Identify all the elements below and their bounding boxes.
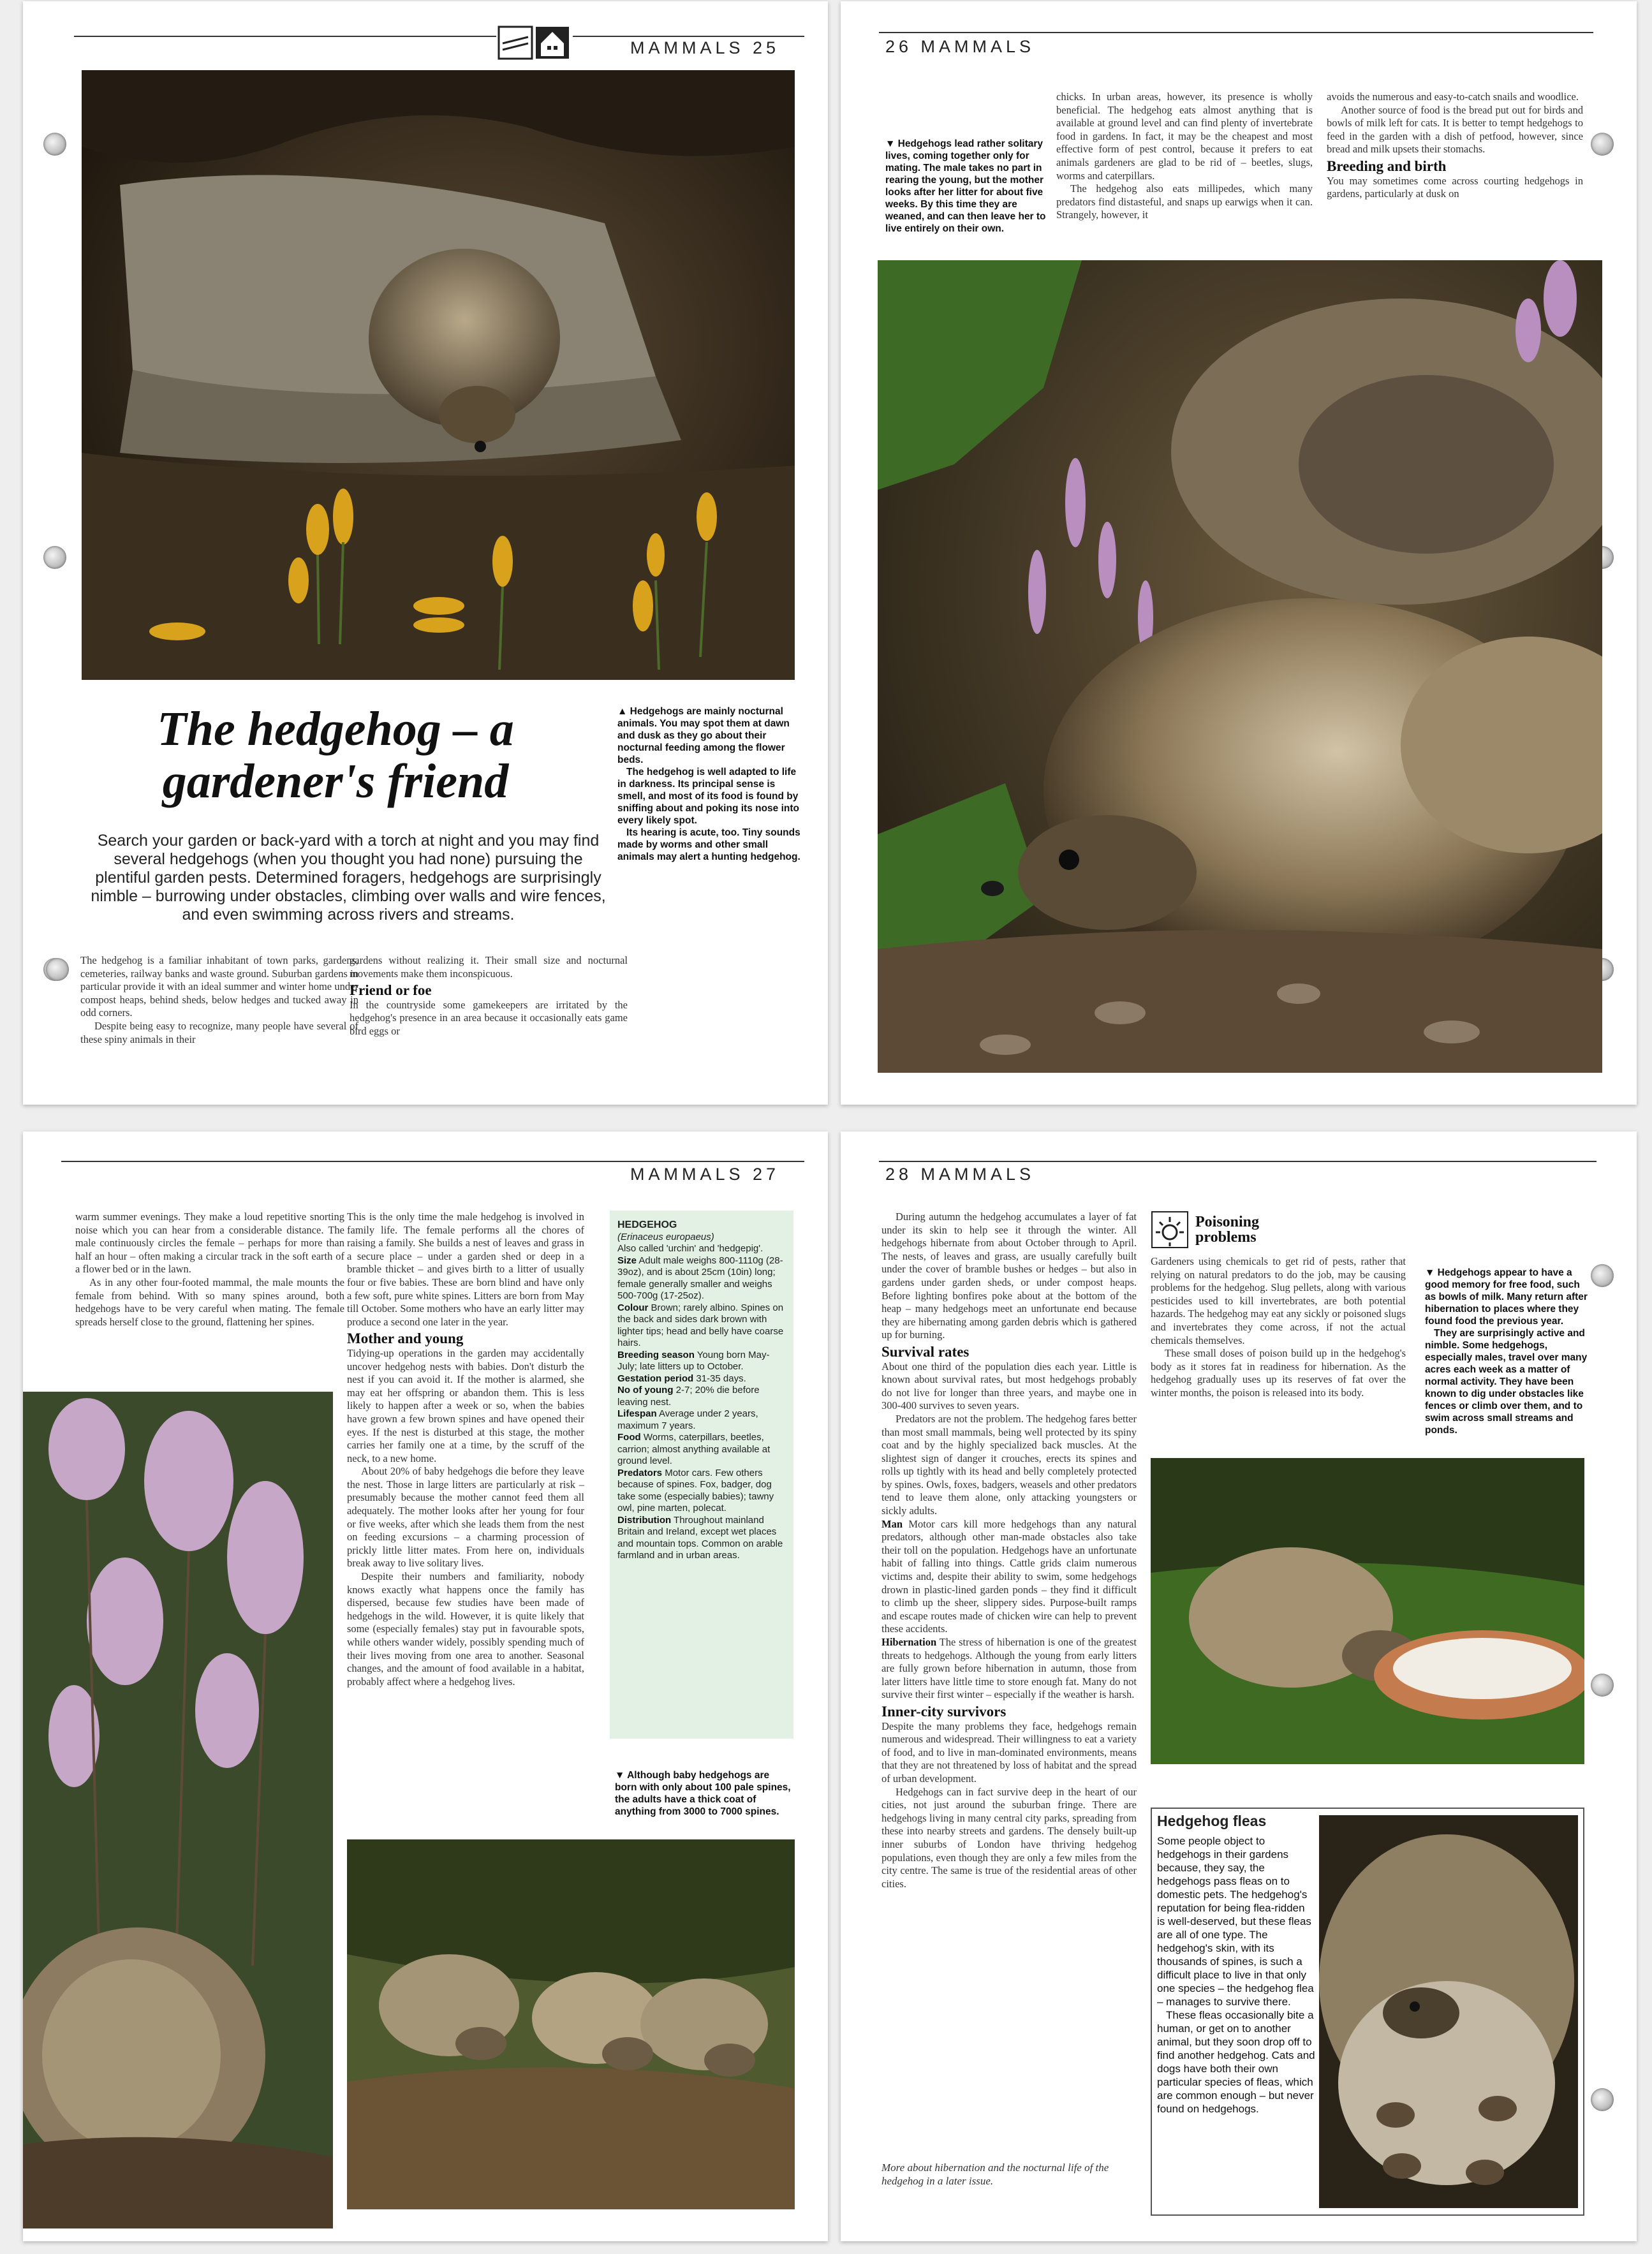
- binder-hole: [43, 546, 66, 569]
- species-factbox: [610, 1211, 793, 1739]
- body-column-1: [881, 1211, 1137, 1890]
- header-rule: [879, 32, 1593, 33]
- binder-hole: [1591, 2088, 1614, 2111]
- section-heading: Friend or foe: [350, 982, 432, 999]
- inline-label: Hibernation: [881, 1636, 937, 1648]
- body-column-2: [1327, 91, 1583, 201]
- factbox-row-label: Size: [617, 1255, 637, 1266]
- factbox-row: [617, 1302, 786, 1350]
- fleas-text: [1157, 1834, 1315, 2116]
- body-para: Despite being easy to recognize, many people have several of these spiny animals in their: [80, 1019, 358, 1045]
- factbox-row: [617, 1373, 786, 1385]
- sun-poison-icon: [1151, 1211, 1189, 1249]
- body-para: Despite their numbers and familiarity, nobody knows exactly what happens once the family has dispersed, because few studies have been made of hedgehogs in the wild. However, it is quite likely that some (especially females) stay put in favourable spots, while others wander widely, possibly spending much of their lives moving from one area to another. Seasonal changes, and the amount of food available in a habitat, probably affect where a hedgehog lives.: [347, 1570, 584, 1688]
- hedgehog-fleas-box: [1151, 1808, 1584, 2216]
- baby-hedgehogs-photo: [347, 1839, 795, 2209]
- factbox-row-label: Food: [617, 1432, 641, 1443]
- binder-hole: [1591, 133, 1614, 156]
- caption-para: ▲ Hedgehogs are mainly nocturnal animals. You may spot them at dawn and dusk as they go about their nocturnal feeding among the flower beds.: [617, 706, 790, 765]
- photo-caption: ▼ Hedgehogs lead rather solitary lives, coming together only for mating. The male takes no part in rearing the young, but the mother looks after her litter for about five weeks. By this time they are weaned, and can then leave her to live entirely on their own.: [885, 138, 1046, 234]
- factbox-row-label: Distribution: [617, 1514, 672, 1526]
- section-heading: Mother and young: [347, 1330, 464, 1347]
- body-para: You may sometimes come across courting hedgehogs in gardens, particularly at dusk on: [1327, 174, 1583, 200]
- page-header: 26 MAMMALS: [885, 37, 1035, 56]
- body-para: Hedgehogs can in fact survive deep in the heart of our cities, not just around the suburban fringe. There are hedgehogs living in many central city parks, spreading from these into nearby streets and gardens. The densely built-up inner suburbs of London have thriving hedgehog populations, even though they are only a few miles from the city centre. The same is true of the residential areas of other cities.: [881, 1785, 1137, 1890]
- section-heading: Breeding and birth: [1327, 158, 1447, 174]
- factbox-row-value: Young born May-July; late litters up to October.: [617, 1349, 770, 1372]
- curled-hedgehog-photo: [1319, 1815, 1578, 2208]
- caption-para: Its hearing is acute, too. Tiny sounds made by worms and other small animals may alert a hunting hedgehog.: [617, 827, 800, 862]
- factbox-row-label: Predators: [617, 1467, 663, 1478]
- binder-hole: [1591, 1674, 1614, 1697]
- factbox-row-value: 31-35 days.: [693, 1373, 746, 1384]
- body-column-1: [1056, 91, 1313, 222]
- body-para: Gardeners using chemicals to get rid of pests, rather that relying on natural predators to do the job, may be causing problems for the hedgehog. Slug pellets, along with various pesticides used to kill invertebrates, are both potential hazards. The hedgehog may eat any sickly or poisoned slugs and invertebrates they come across, if not the actual chemicals themselves.: [1151, 1255, 1406, 1346]
- binder-hole: [43, 133, 66, 156]
- factbox-row-label: Lifespan: [617, 1408, 657, 1419]
- body-para: warm summer evenings. They make a loud repetitive snorting noise which you can hear from a considerable distance. The male continuously circles the female – perhaps for more than half an hour – often making a circular track in the soft earth of a flower bed or in the lawn.: [75, 1211, 344, 1276]
- body-para: avoids the numerous and easy-to-catch snails and woodlice.: [1327, 91, 1579, 103]
- factbox-row: [617, 1468, 786, 1515]
- header-rule: [74, 36, 804, 37]
- hedgehog-heather-photo: [878, 260, 1602, 1073]
- poison-heading: Poisoning problems: [1195, 1214, 1260, 1246]
- factbox-row: [617, 1350, 786, 1373]
- intro-text: Search your garden or back-yard with a torch at night and you may find several hedgehogs (when you thought you had none) pursuing the plentiful garden pests. Determined foragers, hedgehogs are surprisingly nimble – burrowing under obstacles, climbing over walls and wire fences, and even swimming across rivers and streams.: [91, 832, 606, 924]
- factbox-row: [617, 1432, 786, 1468]
- hedgehog-milk-bowl-photo: [1151, 1458, 1584, 1764]
- body-para: Another source of food is the bread put out for birds and bowls of milk left for cats. It is better to tempt hedgehogs to feed in the garden with a dish of petfood, however, since bread and milk upsets their stomachs.: [1327, 103, 1583, 156]
- section-heading: Survival rates: [881, 1343, 970, 1360]
- caption-para: They are surprisingly active and nimble. Some hedgehogs, especially males, travel over many acres each week as a matter of normal activity. They have been known to dig under obstacles like fences or climb over them, and to swim across small streams and ponds.: [1425, 1328, 1588, 1436]
- binder-hole: [46, 958, 69, 981]
- caption-para: The hedgehog is well adapted to life in darkness. Its principal sense is smell, and most of its food is found by sniffing about and poking its nose into every likely spot.: [617, 767, 800, 826]
- fleas-para: These fleas occasionally bite a human, or get on to another animal, but they soon drop off to find another hedgehog. Cats and dogs have both their own particular species of fleas, which are common enough – but never found on hedgehogs.: [1157, 2009, 1315, 2115]
- header-rule: [61, 1161, 804, 1162]
- body-para: These small doses of poison build up in the hedgehog's body as it stores fat in readiness for hibernation. As the hedgehog gradually uses up its reserves of fat over the winter months, the poison is released into its body.: [1151, 1347, 1406, 1399]
- more-info-note: More about hibernation and the nocturnal life of the hedgehog in a later issue.: [881, 2162, 1109, 2187]
- body-text: The stress of hibernation is one of the greatest threats to hedgehogs. Although the young from early litters are fully grown before hibernation in autumn, those from later litters have little time to store enough fat. Many do not survive their first winter – especially if the weather is harsh.: [881, 1636, 1137, 1701]
- page-header: 28 MAMMALS: [885, 1165, 1035, 1184]
- binder-hole: [1591, 1264, 1614, 1287]
- body-para: This is the only time the male hedgehog is involved in family life. The female performs all the chores of raising a family. She builds a nest of leaves and grass in a secure place – under a garden shed or deep in a bramble thicket – and gives birth to a litter of usually four or five babies. These are born blind and have only a few soft, pure white spines. Litters are born from May till October. Some mothers who have an early litter may produce a second one later in the year.: [347, 1211, 584, 1328]
- page-26: [841, 1, 1637, 1105]
- page-25: [23, 1, 828, 1105]
- factbox-row-value: Motor cars. Few others because of spines. Fox, badger, dog take some (especially babies); tawny owl, pine marten, polecat.: [617, 1467, 774, 1514]
- factbox-row-value: Average under 2 years, maximum 7 years.: [617, 1408, 758, 1431]
- factbox-row-value: Adult male weighs 800-1110g (28-39oz), and is about 25cm (10in) long; female generally smaller and weighs 500-700g (17-25oz).: [617, 1255, 783, 1301]
- body-para: As in any other four-footed mammal, the male mounts the female from behind. With so many spines around, both hedgehogs have to be very careful when mating. The female spreads herself close to the ground, flattening her spines.: [75, 1276, 344, 1328]
- body-para: gardens without realizing it. Their small size and nocturnal movements make them inconspicuous.: [350, 954, 628, 980]
- photo-caption: ▼ Although baby hedgehogs are born with only about 100 pale spines, the adults have a thick coat of anything from 3000 to 7000 spines.: [615, 1770, 791, 1817]
- body-column-1: [75, 1211, 344, 1329]
- body-para: Predators are not the problem. The hedgehog fares better than most small mammals, being well protected by its spiny coat and by the highly specialized back muscles. At the slightest sign of danger it crouches, erects its spines and rolls up tightly with its head and belly completely protected by spines. Owls, foxes, badgers, weasels and other predators tend to leave them alone, only attacking youngsters or sickly adults.: [881, 1412, 1137, 1517]
- section-heading: Inner-city survivors: [881, 1703, 1007, 1720]
- factbox-row: [617, 1385, 786, 1408]
- factbox-row-value: Throughout mainland Britain and Ireland, except wet places and mountain tops. Common on arable farmland and in urban areas.: [617, 1514, 783, 1561]
- factbox-row: [617, 1408, 786, 1432]
- body-column-2: [1151, 1255, 1406, 1400]
- caption-para: ▼ Hedgehogs appear to have a good memory for free food, such as bowls of milk. Many return after hibernation to places where they found food the previous year.: [1425, 1267, 1588, 1327]
- factbox-row: [617, 1515, 786, 1562]
- body-para: The hedgehog is a familiar inhabitant of town parks, gardens, cemeteries, railway banks and waste ground. Suburban gardens in particular provide it with an ideal summer and winter home under compost heaps, behind sheds, below hedges and tucked away in odd corners.: [80, 954, 358, 1019]
- page-header: MAMMALS 25: [630, 38, 780, 57]
- fleas-para: Some people object to hedgehogs in their gardens because, they say, the hedgehogs pass fleas on to domestic pets. The hedgehog's reputation for being flea-ridden is well-deserved, but these fleas are all of one type. The hedgehog's skin, with its thousands of spines, is such a difficult place to live in that only one species – the hedgehog flea – manages to survive there.: [1157, 1835, 1314, 2008]
- body-column-2: [350, 954, 628, 1038]
- factbox-row-value: Worms, caterpillars, beetles, carrion; almost anything available at ground level.: [617, 1432, 771, 1466]
- page-28: [841, 1131, 1637, 2241]
- hedgehog-garden-photo: [82, 70, 795, 680]
- photo-caption: [617, 705, 802, 863]
- page-header: MAMMALS 27: [630, 1165, 780, 1184]
- factbox-row-value: 2-7; 20% die before leaving nest.: [617, 1385, 760, 1408]
- body-para: About one third of the population dies each year. Little is known about survival rates, but most hedgehogs probably do not live for longer than three years, and maybe one in 300-400 survives to seven years.: [881, 1360, 1137, 1412]
- factbox-title: HEDGEHOG: [617, 1219, 677, 1230]
- photo-caption: [1425, 1267, 1589, 1436]
- factbox-row: [617, 1255, 786, 1302]
- hedgehog-heather-photo-left: [23, 1392, 333, 2228]
- body-column-2: [347, 1211, 584, 1688]
- factbox-row-label: Colour: [617, 1302, 649, 1313]
- body-para: Tidying-up operations in the garden may accidentally uncover hedgehog nests with babies. Don't disturb the nest if you can avoid it. If the mother is alarmed, she may eat her offspring or abandon them. This is less likely to happen after a week or so, when the babies have grown a few brown spines and have opened their eyes. If the nest is disturbed at this stage, the mother carries her family one at a time, by the scruff of the neck, to a new home.: [347, 1346, 584, 1464]
- factbox-row-label: Gestation period: [617, 1373, 694, 1384]
- body-para: The hedgehog also eats millipedes, which many predators find distasteful, and snaps up earwigs when it can. Strangely, however, it: [1056, 182, 1313, 221]
- fleas-heading: Hedgehog fleas: [1157, 1813, 1267, 1829]
- factbox-row-label: No of young: [617, 1385, 674, 1396]
- factbox-row-value: Brown; rarely albino. Spines on the back and sides dark brown with lighter tips; head and belly have coarse hairs.: [617, 1302, 784, 1348]
- body-para: chicks. In urban areas, however, its presence is wholly beneficial. The hedgehog eats almost anything that is available at ground level and can find plenty of invertebrate food in gardens. In fact, it may be the cheapest and most effective form of pest control, because it prefers to eat animals gardeners are glad to be rid of – beetles, slugs, worms and caterpillars.: [1056, 91, 1313, 182]
- factbox-aka: Also called 'urchin' and 'hedgepig'.: [617, 1243, 763, 1254]
- page-27: [23, 1131, 828, 2241]
- article-title: The hedgehog – a gardener's friend: [157, 702, 514, 808]
- body-para: Despite the many problems they face, hedgehogs remain numerous and widespread. Their willingness to eat a variety of food, and to live in man-dominated environments, means that they are not threatened by loss of habitat and the spread of urban development.: [881, 1720, 1137, 1785]
- body-para: During autumn the hedgehog accumulates a layer of fat under its skin to help see it through the winter. All hedgehogs hibernate from about October through to April. The nests, of leaves and grass, are usually carefully built under the cover of bramble bushes or hedges – but also in gardens under garden sheds, or under compost heaps. Before lighting bonfires poke about at the bottom of the heap – many hedgehogs meet an unfortunate end because they are hibernating among garden debris which is gathered up for burning.: [881, 1211, 1137, 1341]
- factbox-rows: [617, 1255, 786, 1562]
- section-icons: [496, 24, 573, 61]
- header-rule: [879, 1161, 1597, 1162]
- body-text: Motor cars kill more hedgehogs than any natural predators, although other man-made obstacles also take their toll on the population. Hedgehogs have an unfortunate habit of falling into things. Cattle grids claim numerous victims and, despite their ability to swim, some hedgehogs drown in plastic-lined garden ponds – they find it difficult to climb up the sheer, slippery sides. Purpose-built ramps and escape routes made of chicken wire can help to prevent these accidents.: [881, 1517, 1137, 1635]
- factbox-latin-name: (Erinaceus europaeus): [617, 1231, 714, 1242]
- body-column-1: [80, 954, 358, 1046]
- body-para: About 20% of baby hedgehogs die before they leave the nest. Those in large litters are particularly at risk – presumably because the mother cannot feed them all adequately. The mother looks after her young for four or five weeks, after which she leads them from the nest on feeding excursions – a charming procession of prickly little litter mates. From here on, individuals break away to live solitary lives.: [347, 1465, 584, 1570]
- factbox-row-label: Breeding season: [617, 1349, 695, 1360]
- body-para: In the countryside some gamekeepers are irritated by the hedgehog's presence in an area because it occasionally eats game bird eggs or: [350, 998, 628, 1037]
- inline-label: Man: [881, 1517, 903, 1530]
